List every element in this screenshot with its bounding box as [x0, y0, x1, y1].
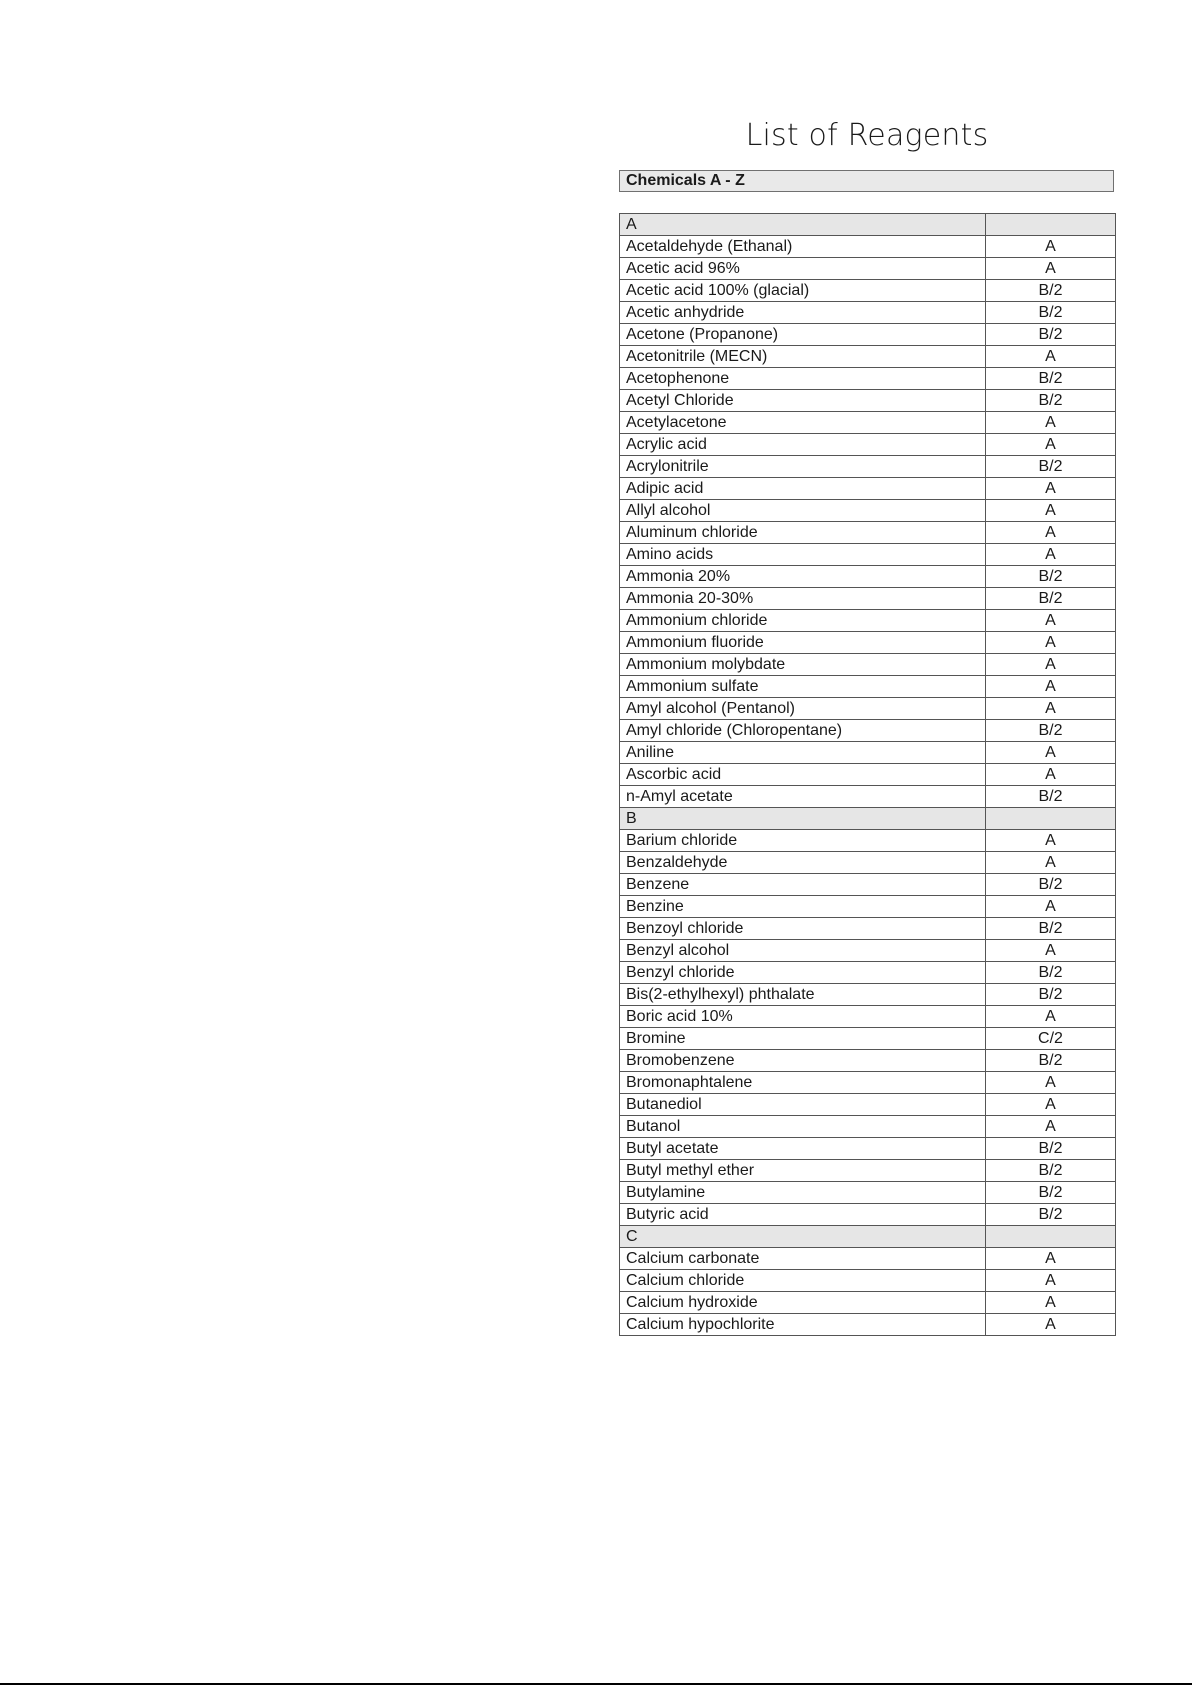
resistance-class: A	[986, 1116, 1116, 1138]
reagent-name: Allyl alcohol	[620, 500, 986, 522]
reagent-row	[620, 1182, 1116, 1204]
reagent-row	[620, 940, 1116, 962]
resistance-class: A	[986, 236, 1116, 258]
resistance-class: A	[986, 1072, 1116, 1094]
resistance-class: B/2	[986, 1182, 1116, 1204]
reagent-name: Ammonium molybdate	[620, 654, 986, 676]
reagent-row	[620, 852, 1116, 874]
reagent-name: Acetyl Chloride	[620, 390, 986, 412]
reagent-name: Acetic anhydride	[620, 302, 986, 324]
reagent-name: Benzine	[620, 896, 986, 918]
reagent-row	[620, 610, 1116, 632]
reagent-name: Benzoyl chloride	[620, 918, 986, 940]
reagent-row	[620, 874, 1116, 896]
reagent-row	[620, 1248, 1116, 1270]
resistance-class: B/2	[986, 1138, 1116, 1160]
reagent-row	[620, 236, 1116, 258]
reagent-name: Butylamine	[620, 1182, 986, 1204]
reagent-name: Acrylonitrile	[620, 456, 986, 478]
reagent-name: Benzyl alcohol	[620, 940, 986, 962]
reagent-name: Boric acid 10%	[620, 1006, 986, 1028]
reagent-name: Calcium hydroxide	[620, 1292, 986, 1314]
reagent-row	[620, 434, 1116, 456]
reagent-row	[620, 1094, 1116, 1116]
reagent-row	[620, 324, 1116, 346]
resistance-class: A	[986, 830, 1116, 852]
reagent-name: Ascorbic acid	[620, 764, 986, 786]
resistance-class: A	[986, 742, 1116, 764]
reagents-table-body	[620, 214, 1116, 1336]
section-banner: Chemicals A - Z	[619, 170, 1114, 192]
reagent-name: Butyric acid	[620, 1204, 986, 1226]
letter-group-label: A	[620, 214, 986, 236]
resistance-class: B/2	[986, 874, 1116, 896]
reagent-name: Bis(2-ethylhexyl) phthalate	[620, 984, 986, 1006]
reagent-row	[620, 1270, 1116, 1292]
reagent-name: Adipic acid	[620, 478, 986, 500]
reagent-row	[620, 566, 1116, 588]
reagent-name: Acetaldehyde (Ethanal)	[620, 236, 986, 258]
resistance-class: B/2	[986, 390, 1116, 412]
reagent-name: Ammonia 20%	[620, 566, 986, 588]
resistance-class: B/2	[986, 918, 1116, 940]
reagent-name: Butanol	[620, 1116, 986, 1138]
reagent-row	[620, 1072, 1116, 1094]
reagent-row	[620, 1160, 1116, 1182]
reagent-row	[620, 764, 1116, 786]
reagent-row	[620, 368, 1116, 390]
reagent-row	[620, 1116, 1116, 1138]
resistance-class: A	[986, 896, 1116, 918]
reagent-name: Acrylic acid	[620, 434, 986, 456]
resistance-class: A	[986, 940, 1116, 962]
reagent-name: Butyl acetate	[620, 1138, 986, 1160]
reagent-name: Acetophenone	[620, 368, 986, 390]
letter-group-label: C	[620, 1226, 986, 1248]
resistance-class: A	[986, 412, 1116, 434]
reagent-row	[620, 1292, 1116, 1314]
reagent-row	[620, 1028, 1116, 1050]
reagent-row	[620, 698, 1116, 720]
resistance-class: A	[986, 500, 1116, 522]
reagent-row	[620, 720, 1116, 742]
letter-group-class-cell	[986, 1226, 1116, 1248]
reagent-name: Acetonitrile (MECN)	[620, 346, 986, 368]
reagent-row	[620, 676, 1116, 698]
letter-group-row	[620, 214, 1116, 236]
resistance-class: B/2	[986, 984, 1116, 1006]
reagent-row	[620, 346, 1116, 368]
reagent-name: Barium chloride	[620, 830, 986, 852]
resistance-class: B/2	[986, 720, 1116, 742]
reagent-row	[620, 984, 1116, 1006]
resistance-class: A	[986, 632, 1116, 654]
reagent-name: Acetic acid 100% (glacial)	[620, 280, 986, 302]
reagent-row	[620, 786, 1116, 808]
resistance-class: A	[986, 698, 1116, 720]
resistance-class: C/2	[986, 1028, 1116, 1050]
reagent-name: Amyl chloride (Chloropentane)	[620, 720, 986, 742]
reagent-name: Acetone (Propanone)	[620, 324, 986, 346]
resistance-class: B/2	[986, 1050, 1116, 1072]
reagent-name: Calcium chloride	[620, 1270, 986, 1292]
reagent-row	[620, 1204, 1116, 1226]
resistance-class: A	[986, 258, 1116, 280]
reagent-row	[620, 544, 1116, 566]
reagent-name: Calcium carbonate	[620, 1248, 986, 1270]
reagent-row	[620, 632, 1116, 654]
reagent-row	[620, 478, 1116, 500]
reagent-row	[620, 500, 1116, 522]
resistance-class: B/2	[986, 280, 1116, 302]
reagent-name: Benzyl chloride	[620, 962, 986, 984]
resistance-class: A	[986, 478, 1116, 500]
reagent-name: Butyl methyl ether	[620, 1160, 986, 1182]
reagent-name: Bromobenzene	[620, 1050, 986, 1072]
reagent-row	[620, 918, 1116, 940]
resistance-class: A	[986, 434, 1116, 456]
reagent-name: Benzene	[620, 874, 986, 896]
resistance-class: A	[986, 676, 1116, 698]
reagent-row	[620, 456, 1116, 478]
reagent-name: Ammonium sulfate	[620, 676, 986, 698]
resistance-class: A	[986, 610, 1116, 632]
resistance-class: B/2	[986, 588, 1116, 610]
reagent-name: Benzaldehyde	[620, 852, 986, 874]
reagent-row	[620, 258, 1116, 280]
reagent-row	[620, 522, 1116, 544]
resistance-class: A	[986, 346, 1116, 368]
resistance-class: A	[986, 544, 1116, 566]
reagent-name: Bromine	[620, 1028, 986, 1050]
resistance-class: B/2	[986, 368, 1116, 390]
letter-group-label: B	[620, 808, 986, 830]
resistance-class: A	[986, 1314, 1116, 1336]
reagent-row	[620, 1314, 1116, 1336]
reagent-row	[620, 302, 1116, 324]
resistance-class: B/2	[986, 962, 1116, 984]
letter-group-class-cell	[986, 214, 1116, 236]
resistance-class: B/2	[986, 786, 1116, 808]
reagent-name: Amino acids	[620, 544, 986, 566]
resistance-class: B/2	[986, 1160, 1116, 1182]
reagent-row	[620, 588, 1116, 610]
letter-group-class-cell	[986, 808, 1116, 830]
resistance-class: A	[986, 1006, 1116, 1028]
reagent-name: Amyl alcohol (Pentanol)	[620, 698, 986, 720]
reagent-row	[620, 962, 1116, 984]
reagent-row	[620, 280, 1116, 302]
reagent-name: Ammonium fluoride	[620, 632, 986, 654]
reagent-name: Bromonaphtalene	[620, 1072, 986, 1094]
reagent-name: Aluminum chloride	[620, 522, 986, 544]
resistance-class: B/2	[986, 1204, 1116, 1226]
reagent-row	[620, 830, 1116, 852]
letter-group-row	[620, 808, 1116, 830]
reagent-name: Aniline	[620, 742, 986, 764]
reagent-row	[620, 390, 1116, 412]
reagent-name: Ammonia 20-30%	[620, 588, 986, 610]
reagent-row	[620, 412, 1116, 434]
reagent-name: Butanediol	[620, 1094, 986, 1116]
reagent-row	[620, 896, 1116, 918]
resistance-class: A	[986, 852, 1116, 874]
resistance-class: B/2	[986, 566, 1116, 588]
resistance-class: A	[986, 522, 1116, 544]
letter-group-row	[620, 1226, 1116, 1248]
reagent-row	[620, 1138, 1116, 1160]
reagent-name: Acetylacetone	[620, 412, 986, 434]
reagent-name: Acetic acid 96%	[620, 258, 986, 280]
reagent-name: n-Amyl acetate	[620, 786, 986, 808]
page-title: List of Reagents	[745, 118, 989, 153]
reagent-name: Ammonium chloride	[620, 610, 986, 632]
resistance-class: B/2	[986, 324, 1116, 346]
resistance-class: A	[986, 764, 1116, 786]
resistance-class: A	[986, 654, 1116, 676]
resistance-class: B/2	[986, 302, 1116, 324]
reagent-name: Calcium hypochlorite	[620, 1314, 986, 1336]
reagent-row	[620, 1050, 1116, 1072]
reagent-row	[620, 742, 1116, 764]
reagent-row	[620, 1006, 1116, 1028]
resistance-class: A	[986, 1094, 1116, 1116]
resistance-class: A	[986, 1270, 1116, 1292]
resistance-class: A	[986, 1292, 1116, 1314]
resistance-class: B/2	[986, 456, 1116, 478]
resistance-class: A	[986, 1248, 1116, 1270]
reagent-row	[620, 654, 1116, 676]
reagents-table	[619, 213, 1116, 1336]
